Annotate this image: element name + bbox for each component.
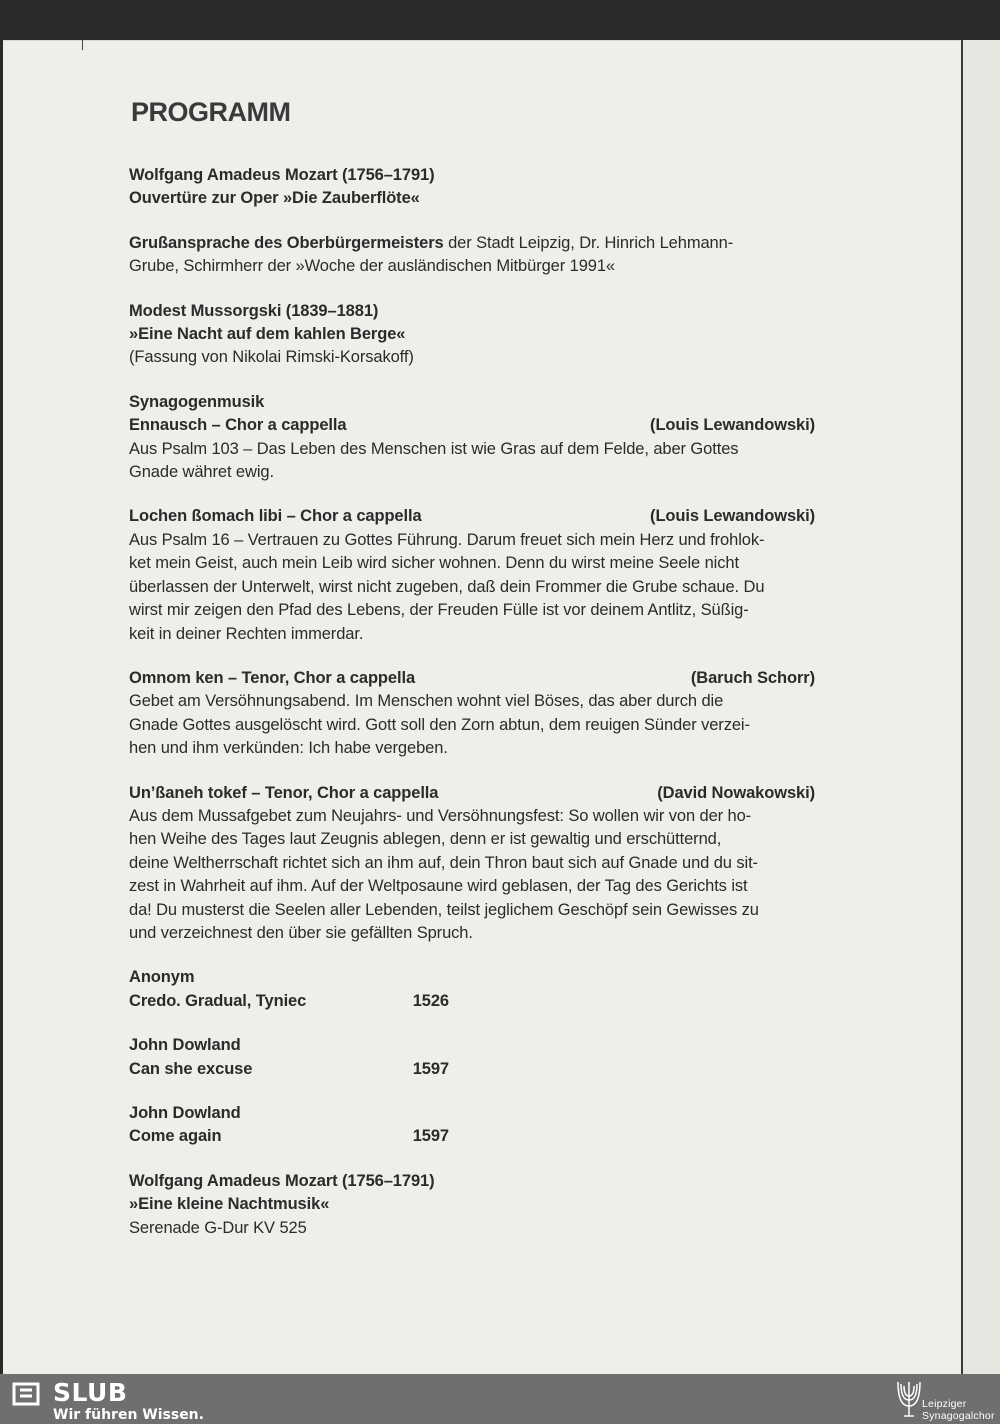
- program-item-mozart-nachtmusik: [129, 1170, 839, 1240]
- choir-name-line-1: Leipziger: [922, 1398, 967, 1410]
- program-item-synagogue-4: [129, 782, 839, 946]
- program-item-synagogue-2: [129, 505, 839, 645]
- menorah-icon: [896, 1376, 922, 1420]
- program-item-speech: [129, 232, 839, 279]
- slub-name: SLUB: [53, 1378, 128, 1407]
- piece-text-line: hen Weihe des Tages laut Zeugnis ablegen, denn er ist gewaltig und erschütternd,: [129, 830, 722, 849]
- piece-composer: (Baruch Schorr): [690, 668, 815, 687]
- piece-title: Un’ßaneh tokef – Tenor, Chor a cappella: [129, 783, 439, 802]
- work-title: Come again: [129, 1127, 222, 1146]
- piece-text-line: und verzeichnest den über sie gefällten Spruch.: [129, 923, 473, 942]
- slub-logo-icon: [12, 1380, 40, 1408]
- composer: John Dowland: [129, 1036, 241, 1055]
- piece-header: [129, 414, 815, 437]
- page-title: PROGRAMM: [131, 97, 291, 127]
- piece-composer: (David Nowakowski): [657, 783, 815, 802]
- composer: Wolfgang Amadeus Mozart (1756–1791): [129, 166, 435, 184]
- work-row: [129, 1058, 449, 1081]
- composer: Wolfgang Amadeus Mozart (1756–1791): [129, 1171, 435, 1190]
- piece-text-line: deine Weltherrschaft richtet sich an ihm auf, dein Thron baut sich auf Gnade und du sit-: [129, 853, 758, 872]
- program-item-anonym: [129, 966, 839, 1013]
- speech-line-1: [129, 232, 839, 255]
- program-content: [129, 95, 839, 1261]
- piece-text-line: wirst mir zeigen den Pfad des Lebens, der Freuden Fülle ist vor deinem Antlitz, Süßig-: [129, 601, 749, 620]
- work-note: (Fassung von Nikolai Rimski-Korsakoff): [129, 348, 414, 367]
- work-title: Ouvertüre zur Oper »Die Zauberflöte«: [129, 189, 420, 208]
- work-title: »Eine kleine Nachtmusik«: [129, 1195, 330, 1214]
- piece-text-line: Gnade Gottes ausgelöscht wird. Gott soll den Zorn abtun, dem reuigen Sünder verzei-: [129, 715, 750, 734]
- composer: John Dowland: [129, 1104, 241, 1122]
- piece-header: [129, 782, 815, 805]
- speech-title: Grußansprache des Oberbürgermeisters: [129, 233, 444, 252]
- piece-text-line: Aus Psalm 103 – Das Leben des Menschen ist wie Gras auf dem Felde, aber Gottes: [129, 439, 739, 458]
- piece-text-line: Gebet am Versöhnungsabend. Im Menschen wohnt viel Böses, das aber durch die: [129, 692, 724, 711]
- program-item-mussorgski: [129, 300, 839, 370]
- section-heading: Synagogenmusik: [129, 392, 265, 411]
- work-title: Can she excuse: [129, 1059, 253, 1078]
- piece-text-line: Gnade währet ewig.: [129, 463, 274, 482]
- piece-text-line: ket mein Geist, auch mein Leib wird sicher wohnen. Denn du wirst meine Seele nicht: [129, 554, 739, 573]
- program-item-synagogue-1: [129, 391, 839, 485]
- work-title: Credo. Gradual, Tyniec: [129, 991, 307, 1010]
- piece-text-line: hen und ihm verkünden: Ich habe vergeben.: [129, 739, 448, 758]
- piece-text-line: da! Du musterst die Seelen aller Lebenden, teilst jeglichem Geschöpf sein Gewisses zu: [129, 900, 759, 919]
- work-note: Serenade G-Dur KV 525: [129, 1218, 307, 1237]
- choir-name: [922, 1398, 995, 1422]
- program-item-mozart-overture: [129, 164, 839, 211]
- work-year: 1597: [412, 1127, 449, 1146]
- piece-text-line: Aus Psalm 16 – Vertrauen zu Gottes Führung. Darum freuet sich mein Herz und frohlok-: [129, 530, 765, 549]
- page-edge: [961, 40, 1000, 1374]
- piece-header: [129, 505, 815, 528]
- piece-composer: (Louis Lewandowski): [650, 507, 815, 526]
- fold-mark: [82, 40, 83, 50]
- piece-title: Omnom ken – Tenor, Chor a cappella: [129, 668, 416, 687]
- work-title: »Eine Nacht auf dem kahlen Berge«: [129, 325, 406, 344]
- piece-text-line: zest in Wahrheit auf ihm. Auf der Weltposaune wird geblasen, der Tag des Gerichts ist: [129, 877, 748, 896]
- work-row: [129, 1125, 449, 1148]
- composer: Anonym: [129, 968, 195, 987]
- piece-title: Lochen ßomach libi – Chor a cappella: [129, 507, 422, 526]
- piece-header: [129, 667, 815, 690]
- piece-text-line: Aus dem Mussafgebet zum Neujahrs- und Versöhnungsfest: So wollen wir von der ho-: [129, 806, 752, 825]
- program-item-dowland-1: [129, 1034, 839, 1081]
- piece-text-line: keit in deiner Rechten immerdar.: [129, 624, 364, 643]
- speech-line-2: Grube, Schirmherr der »Woche der ausländischen Mitbürger 1991«: [129, 257, 616, 276]
- slub-tagline: Wir führen Wissen.: [53, 1407, 204, 1423]
- work-year: 1526: [412, 991, 449, 1010]
- footer-bar: [0, 1374, 1000, 1424]
- work-row: [129, 990, 449, 1013]
- speech-text: der Stadt Leipzig, Dr. Hinrich Lehmann-: [443, 233, 734, 252]
- piece-composer: (Louis Lewandowski): [650, 416, 815, 435]
- program-item-synagogue-3: [129, 667, 839, 761]
- work-year: 1597: [412, 1059, 449, 1078]
- piece-title: Ennausch – Chor a cappella: [129, 416, 347, 435]
- composer: Modest Mussorgski (1839–1881): [129, 301, 379, 320]
- piece-text-line: überlassen der Unterwelt, wirst nicht zugeben, daß dein Frommer die Grube schaue. Du: [129, 577, 765, 596]
- choir-name-line-2: Synagogalchor: [922, 1410, 995, 1422]
- program-item-dowland-2: [129, 1102, 839, 1149]
